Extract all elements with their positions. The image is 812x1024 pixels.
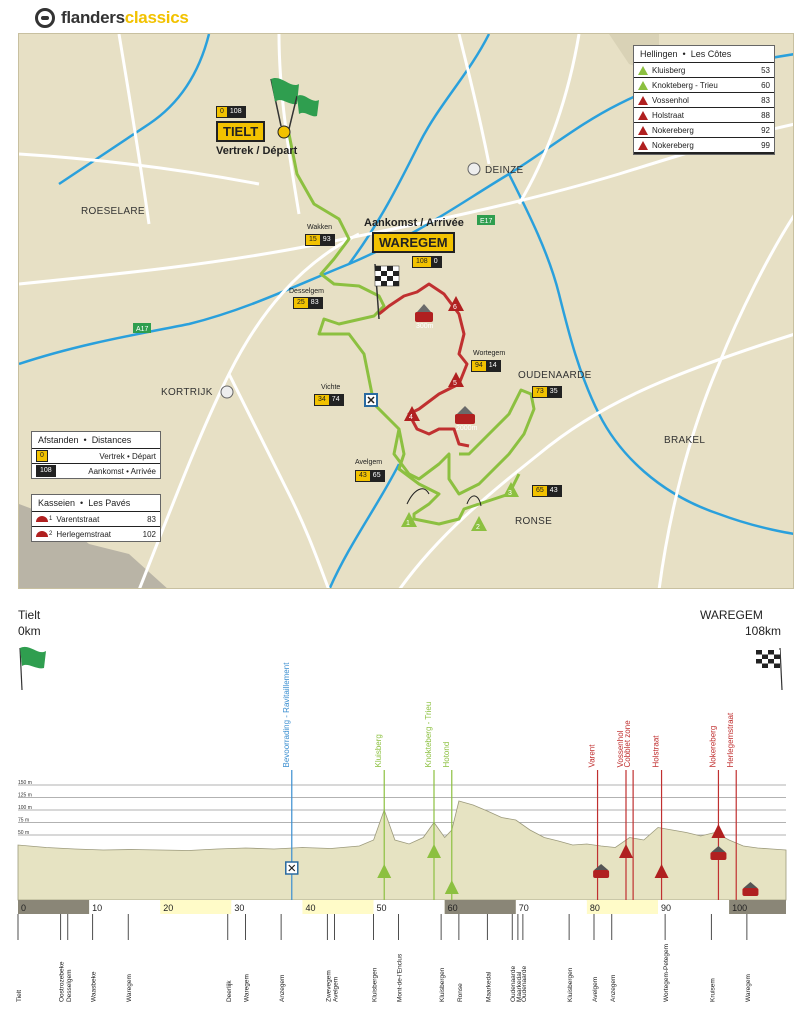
svg-text:3: 3 (508, 490, 512, 497)
place-label: Avelgem (332, 976, 340, 1002)
cobble-profile-icon (593, 870, 609, 878)
km-to-finish: 108 (227, 107, 245, 117)
climb-triangle-icon (711, 824, 725, 838)
km-from-start: 0 (217, 107, 227, 117)
start-town-label: TIELT (216, 121, 265, 142)
svg-text:4: 4 (409, 414, 413, 421)
cobble-length-2: 2000m (456, 425, 478, 432)
climb-label: Bevoorrading - Ravitaillement (281, 662, 291, 768)
place-label: Kluisbergen (371, 967, 379, 1002)
town-label-roeselare: ROESELARE (81, 206, 145, 217)
distances-label-nl: Vertrek (99, 451, 125, 461)
logo-text-classics: classics (124, 8, 189, 27)
distances-label-nl: Aankomst (88, 466, 124, 476)
distances-title-nl: Afstanden (38, 435, 79, 445)
climbs-legend-title-fr: Les Côtes (690, 49, 732, 59)
distances-label-fr: Départ (131, 451, 156, 461)
waypoint-label: Wakken (307, 224, 333, 231)
climb-name: Vossenhol (652, 95, 689, 105)
place-label: Desselgem (65, 969, 73, 1002)
place-label: Waregem (243, 974, 251, 1002)
town-label-oudenaarde: OUDENAARDE (518, 370, 592, 381)
cobbles-title-nl: Kasseien (38, 498, 76, 508)
distances-val: 0 (37, 451, 47, 461)
km-to-finish: 93 (320, 235, 334, 245)
profile-finish-flag-icon (756, 648, 782, 690)
road-shield-a17-label: A17 (136, 326, 149, 333)
km-to-finish: 14 (486, 361, 500, 371)
cobbles-legend-title: Kasseien • Les Pavés (38, 498, 131, 508)
km-axis-tick: 20 (163, 903, 174, 913)
climb-label: Varent (587, 744, 597, 768)
waypoint-label: Vichte (321, 384, 341, 391)
place-label: Oudenaarde (520, 965, 528, 1002)
place-label: Avelgem (592, 976, 599, 1002)
km-axis-tick: 60 (447, 903, 458, 913)
km-to-finish: 35 (547, 387, 561, 397)
profile-start-flag-icon (20, 647, 46, 690)
km-axis-tick: 30 (234, 903, 245, 913)
place-label: Deerlijk (225, 980, 233, 1002)
waypoint-label: Avelgem (355, 459, 383, 466)
climb-km: 53 (761, 65, 770, 75)
distances-row: 108 Aankomst • Arrivée (32, 463, 160, 478)
climb-name: Nokereberg (652, 125, 694, 135)
profile-finish-name: WAREGEM (700, 608, 763, 622)
km-axis-tick: 100 (732, 903, 748, 913)
svg-text:6: 6 (453, 304, 457, 311)
svg-text:2: 2 (476, 524, 480, 531)
km-axis-band (18, 900, 89, 914)
town-label-kortrijk: KORTRIJK (161, 387, 213, 398)
place-label: Wortegem-Petegem (663, 943, 671, 1002)
climb-label: Vossenhol (616, 730, 625, 768)
climb-label: Herlegemstraat (726, 712, 736, 768)
place-label: Maarkedal (515, 971, 523, 1002)
waypoint-label: Desselgem (289, 288, 325, 295)
road-shield-e17-label: E17 (480, 218, 493, 225)
elevation-area (18, 801, 786, 900)
town-label-ronse: RONSE (515, 516, 553, 527)
svg-text:1: 1 (406, 520, 410, 527)
km-axis-tick: 90 (661, 903, 672, 913)
climb-label: Holstraat (651, 735, 661, 768)
km-axis-tick: 10 (92, 903, 103, 913)
km-from-start: 25 (294, 298, 308, 308)
km-from-start: 73 (533, 387, 547, 397)
place-label: Kruisem (709, 978, 717, 1002)
km-from-start: 15 (306, 235, 320, 245)
km-axis-tick: 50 (376, 903, 387, 913)
cobble-num: 2 (49, 531, 53, 537)
climb-km: 83 (761, 95, 770, 105)
place-label: Ronse (456, 983, 464, 1002)
elevation-tick-label: 75 m (18, 817, 30, 824)
place-label: Anzegem (609, 974, 617, 1002)
distances-val: 108 (37, 466, 55, 476)
place-label: Waasbeke (90, 971, 98, 1002)
km-to-finish: 74 (329, 395, 343, 405)
profile-start-km: 0km (18, 624, 41, 638)
elevation-tick-label: 50 m (18, 830, 30, 836)
climb-label: Knokteberg - Trieu (424, 701, 433, 768)
place-label: Mont-de-l'Enclus (396, 953, 404, 1002)
svg-text:5: 5 (453, 380, 457, 387)
km-to-finish: 65 (370, 471, 384, 481)
start-caption: Vertrek / Départ (216, 145, 298, 157)
km-axis-tick: 80 (589, 903, 600, 913)
cobble-km: 83 (147, 514, 156, 524)
finish-caption: Aankomst / Arrivée (364, 217, 464, 229)
town-label-brakel: BRAKEL (664, 435, 706, 446)
distances-title-fr: Distances (91, 435, 132, 445)
elevation-tick-label: 150 m (18, 780, 32, 786)
elevation-tick-label: 100 m (18, 805, 32, 811)
cobble-name: Varentstraat (56, 514, 100, 524)
cobble-profile-icon (710, 852, 726, 860)
climb-name: Knokteberg - Trieu (652, 80, 718, 90)
place-label: Waregem (744, 974, 752, 1002)
climb-label: Kluisberg (374, 734, 384, 768)
cobble-length-1: 300m (416, 323, 434, 330)
cobbles-title-fr: Les Pavés (88, 498, 131, 508)
climb-km: 92 (761, 125, 770, 135)
profile-finish-km: 108km (745, 624, 782, 638)
climb-label: Cobblet zone (623, 720, 633, 768)
climb-name: Kluisberg (652, 65, 686, 75)
climb-km: 99 (761, 140, 770, 150)
km-to-finish: 43 (547, 486, 561, 496)
logo-text-flanders: flanders (61, 8, 125, 27)
climbs-legend-title: Hellingen • Les Côtes (640, 49, 732, 59)
km-from-start: 43 (356, 471, 370, 481)
profile-start-name: Tielt (18, 608, 41, 622)
cobble-profile-icon (742, 888, 758, 896)
place-label: Waregem (126, 974, 134, 1002)
place-label: Tielt (16, 989, 23, 1002)
cobble-name: Herlegemstraat (56, 529, 112, 539)
place-label: Anzegem (279, 974, 287, 1002)
climbs-legend-title-nl: Hellingen (640, 49, 678, 59)
climb-name: Nokereberg (652, 140, 694, 150)
finish-town-label: WAREGEM (372, 232, 455, 253)
climb-km: 88 (761, 110, 770, 120)
km-from-start: 94 (472, 361, 486, 371)
climb-km: 60 (761, 80, 770, 90)
waypoint-label: Wortegem (473, 350, 506, 357)
cobble-num: 1 (49, 516, 53, 522)
place-label: Maarkedal (485, 971, 493, 1002)
km-from-start: 65 (533, 486, 547, 496)
elevation-tick-label: 125 m (18, 792, 32, 799)
km-to-finish: 83 (308, 298, 322, 308)
km-to-finish: 0 (431, 257, 441, 267)
km-axis-tick: 0 (21, 903, 27, 913)
climb-name: Holstraat (652, 110, 685, 120)
place-label: Kluisbergen (567, 967, 575, 1002)
place-label: Zwevegem (325, 970, 333, 1002)
cobble-km: 102 (142, 529, 156, 539)
place-label: Oudenaarde (510, 965, 518, 1002)
km-axis-tick: 40 (305, 903, 316, 913)
km-from-start: 34 (315, 395, 329, 405)
place-label: Oostrozebeke (58, 961, 66, 1002)
km-from-start: 108 (413, 257, 431, 267)
distances-legend-title: Afstanden • Distances (38, 435, 132, 445)
climb-label: Nokereberg (708, 725, 718, 768)
distances-label-fr: Arrivée (130, 466, 156, 476)
distances-row: 0 Vertrek • Départ (32, 448, 160, 463)
place-label: Kluisbergen (439, 967, 447, 1002)
climb-label: Hotond (441, 741, 451, 768)
km-axis-tick: 70 (518, 903, 529, 913)
town-label-deinze: DEINZE (485, 165, 524, 176)
